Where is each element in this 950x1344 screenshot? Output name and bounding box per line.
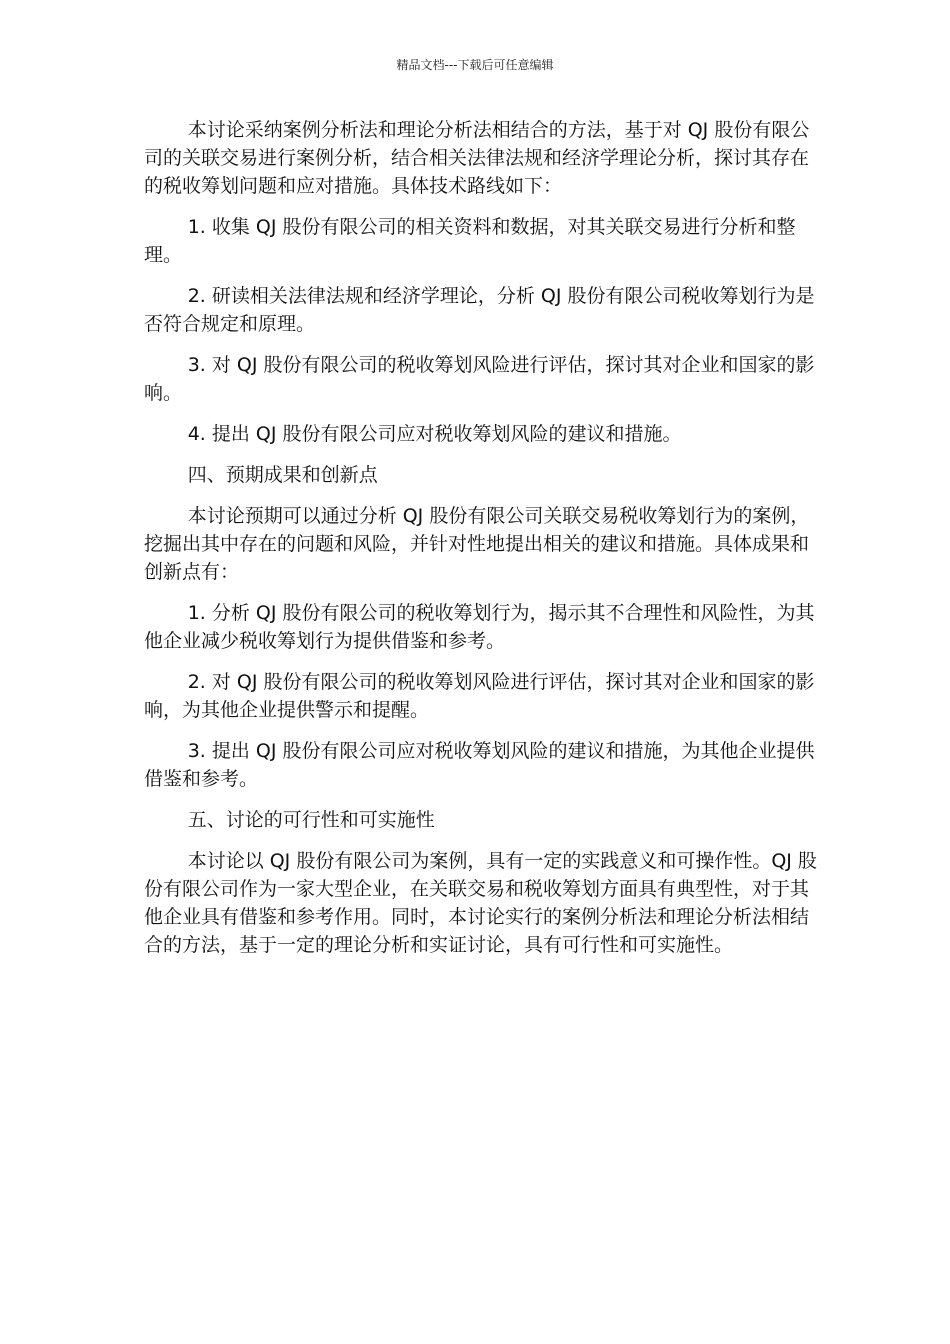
paragraph-methodology: 本讨论采纳案例分析法和理论分析法相结合的方法，基于对 QJ 股份有限公司的关联交易进行案例分析，结合相关法律法规和经济学理论分析，探讨其存在的税收筹划问题和应对措施。具体技术路线如下： [144,119,810,197]
list-item-step-3: 3. 对 QJ 股份有限公司的税收筹划风险进行评估，探讨其对企业和国家的影响。 [144,354,815,404]
list-item-result-3: 3. 提出 QJ 股份有限公司应对税收筹划风险的建议和措施，为其他企业提供借鉴和参考。 [144,740,815,790]
section-heading-expected-results: 四、预期成果和创新点 [187,464,378,486]
page-header: 精品文档---下载后可任意编辑 [396,58,554,72]
paragraph-feasibility: 本讨论以 QJ 股份有限公司为案例，具有一定的实践意义和可操作性。QJ 股份有限公司作为一家大型企业，在关联交易和税收筹划方面具有典型性，对于其他企业具有借鉴和参考作用。同时，本讨论实行的案例分析法和理论分析法相结合的方法，基于一定的理论分析和实证讨论，具有可行性和可实施性。 [144,850,817,956]
paragraph-expected-results: 本讨论预期可以通过分析 QJ 股份有限公司关联交易税收筹划行为的案例，挖掘出其中存在的问题和风险，并针对性地提出相关的建议和措施。具体成果和创新点有： [144,505,810,583]
list-item-step-1: 1. 收集 QJ 股份有限公司的相关资料和数据，对其关联交易进行分析和整理。 [144,216,796,266]
list-item-step-4: 4. 提出 QJ 股份有限公司应对税收筹划风险的建议和措施。 [187,423,682,445]
section-heading-feasibility: 五、讨论的可行性和可实施性 [187,809,435,831]
document-body [144,116,824,972]
list-item-step-2: 2. 研读相关法律法规和经济学理论，分析 QJ 股份有限公司税收筹划行为是否符合规定和原理。 [144,285,815,335]
list-item-result-1: 1. 分析 QJ 股份有限公司的税收筹划行为，揭示其不合理性和风险性，为其他企业减少税收筹划行为提供借鉴和参考。 [144,602,815,652]
list-item-result-2: 2. 对 QJ 股份有限公司的税收筹划风险进行评估，探讨其对企业和国家的影响，为其他企业提供警示和提醒。 [144,671,815,721]
